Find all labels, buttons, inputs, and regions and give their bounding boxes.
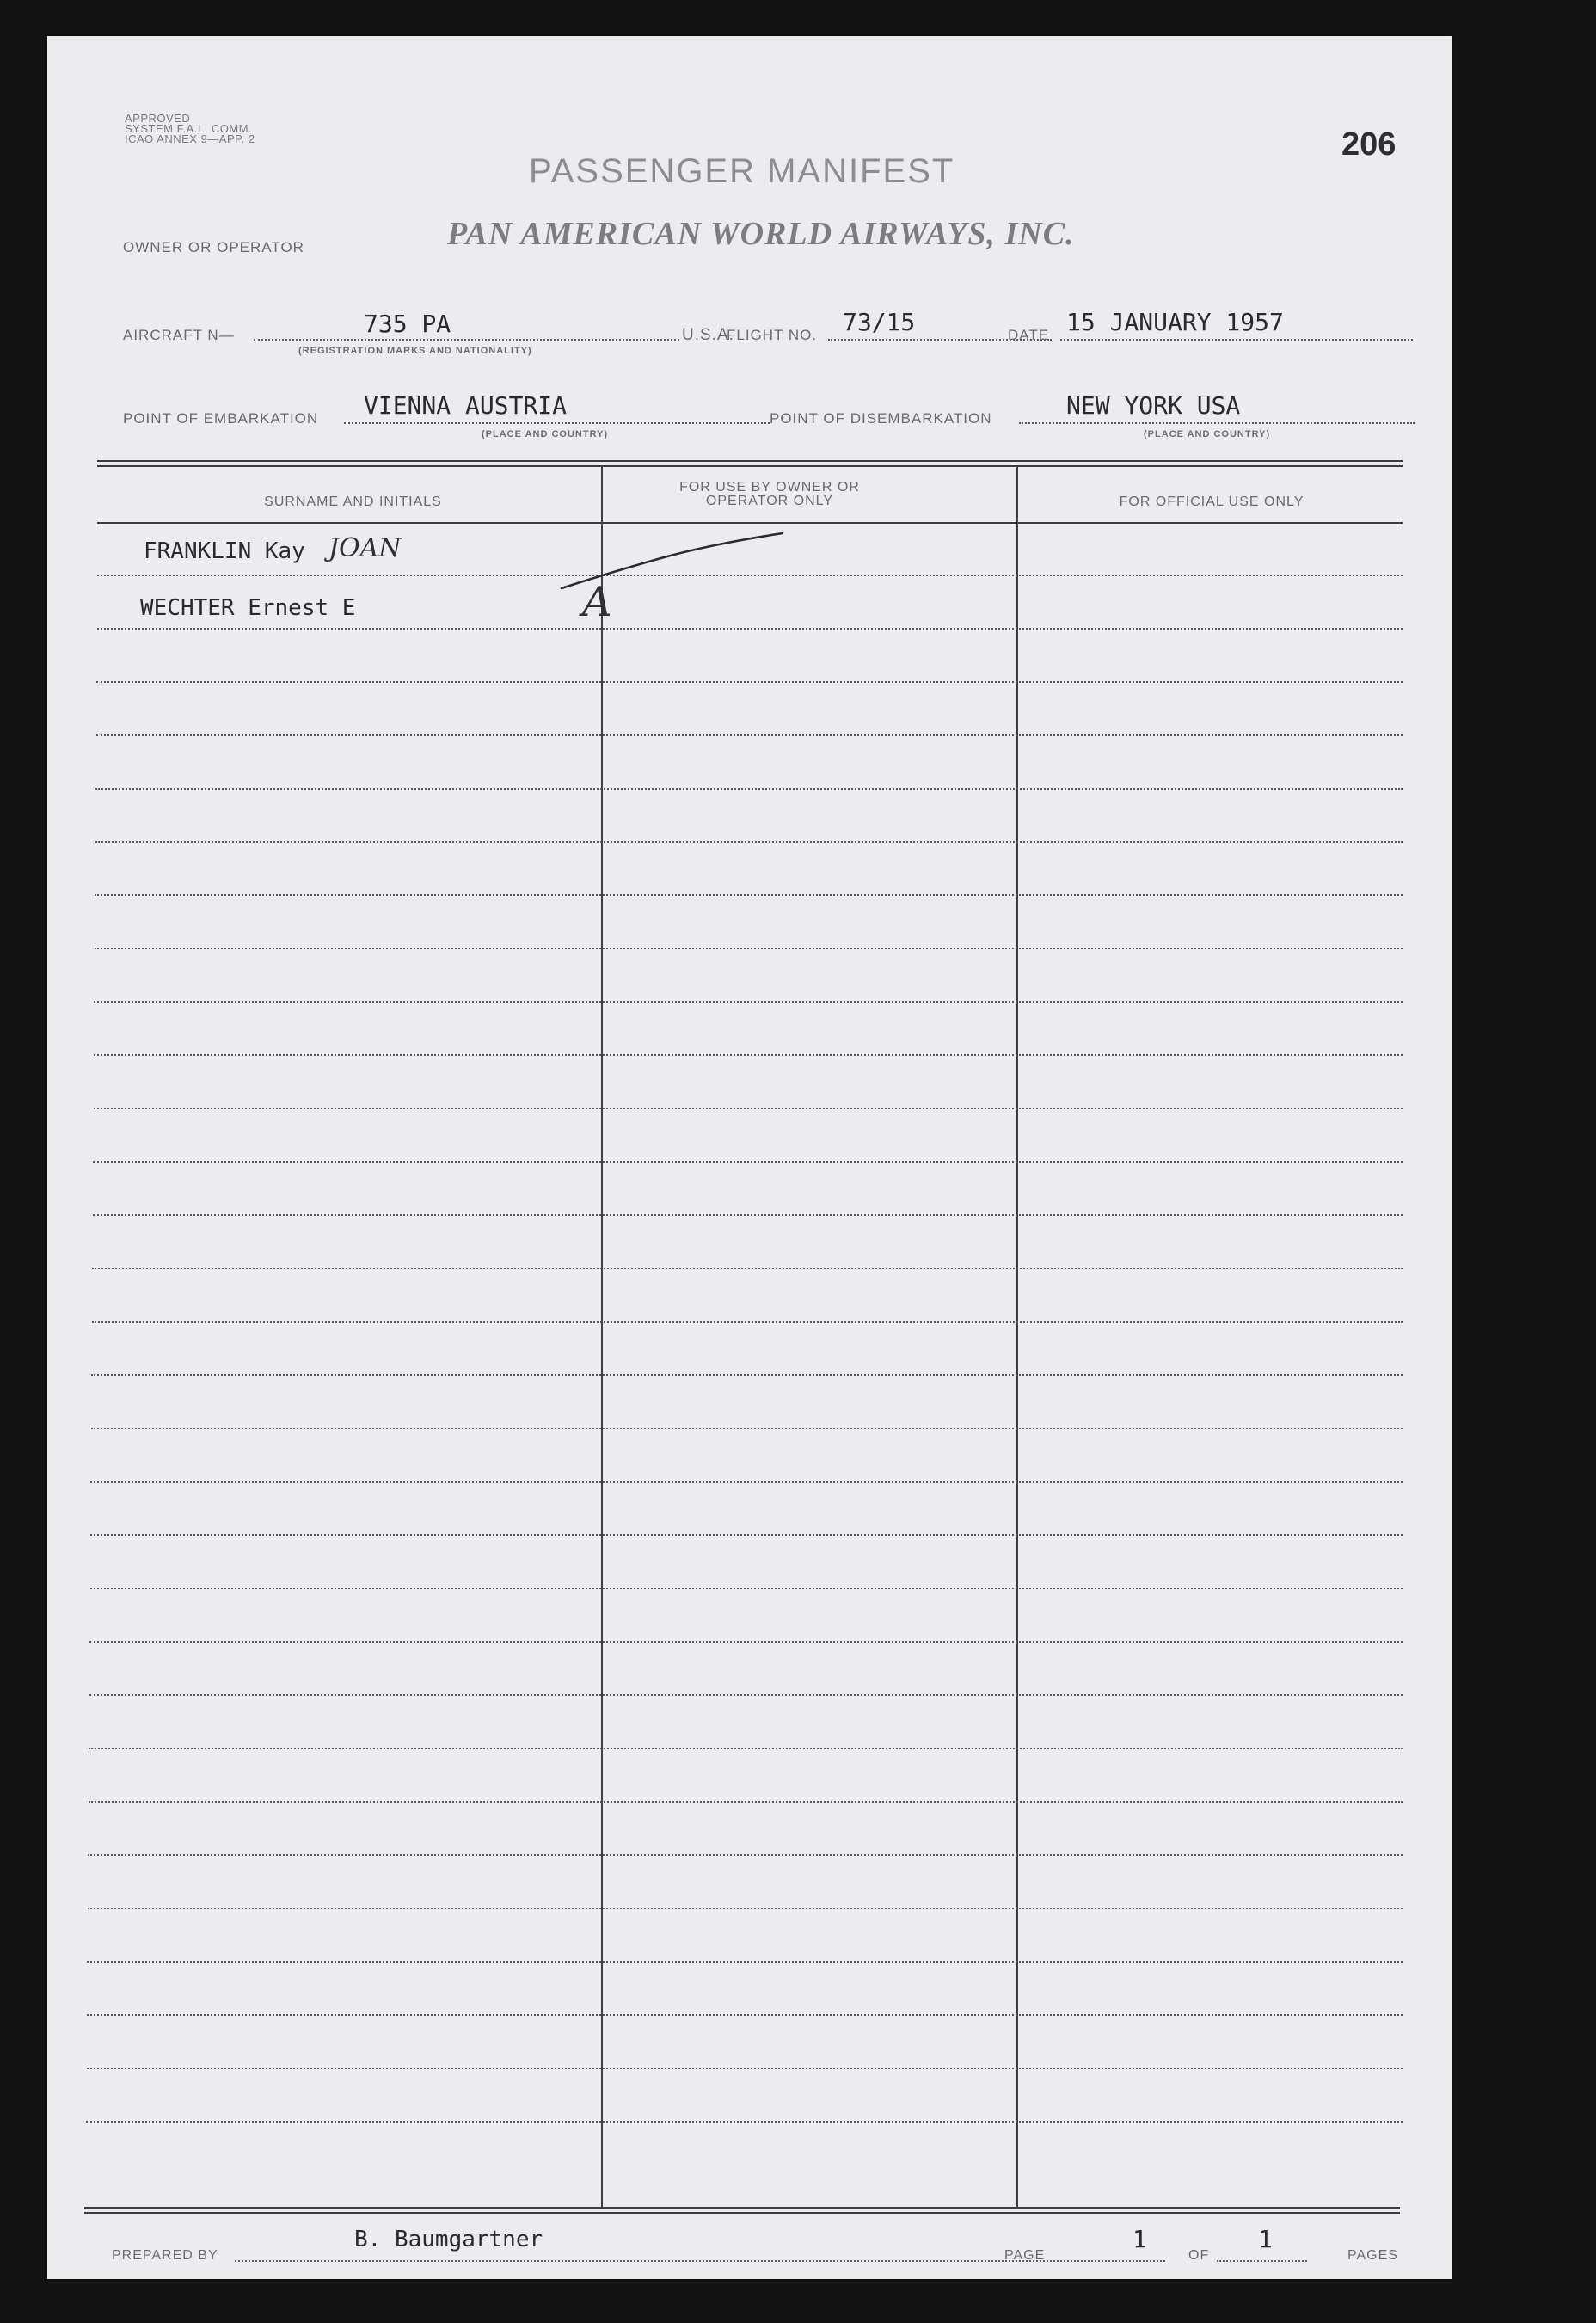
column-header-official: FOR OFFICIAL USE ONLY [1119, 495, 1304, 509]
row-rule [94, 1054, 1403, 1056]
row-rule [87, 1961, 1403, 1963]
aircraft-underline [254, 339, 679, 341]
disembarkation-note: (PLACE AND COUNTRY) [1144, 429, 1271, 439]
column-header-underline [97, 522, 1403, 524]
row-rule [94, 1108, 1403, 1109]
table-top-rule-2 [97, 465, 1403, 467]
row-rule [88, 1854, 1403, 1856]
embarkation-underline [344, 422, 770, 424]
aircraft-label: AIRCRAFT N— [123, 327, 235, 343]
row-rule [92, 1321, 1403, 1323]
row-rule [86, 2121, 1403, 2123]
owner-mark-2: A [582, 578, 612, 626]
row-rule [95, 948, 1403, 949]
row-rule [95, 841, 1403, 843]
row-rule [96, 734, 1403, 736]
table-bottom-rule-2 [84, 2212, 1400, 2214]
page-number: 206 [1341, 126, 1396, 163]
row-rule [90, 1481, 1403, 1483]
row-rule [88, 1908, 1403, 1909]
disembarkation-value: NEW YORK USA [1066, 391, 1241, 420]
row-rule [93, 1161, 1403, 1163]
aircraft-value: 735 PA [364, 310, 451, 338]
row-rule [96, 681, 1403, 683]
owner-label: OWNER OR OPERATOR [123, 239, 304, 255]
prepared-by-value: B. Baumgartner [354, 2227, 543, 2252]
form-title: PASSENGER MANIFEST [529, 152, 955, 190]
row-rule [91, 1428, 1403, 1429]
prepared-by-label: PREPARED BY [112, 2248, 218, 2263]
embarkation-label: POINT OF EMBARKATION [123, 410, 319, 427]
page-underline [1053, 2260, 1165, 2262]
disembarkation-label: POINT OF DISEMBARKATION [770, 410, 992, 427]
manifest-document [47, 36, 1452, 2279]
table-bottom-rule [84, 2207, 1400, 2209]
of-label: OF [1188, 2248, 1210, 2263]
column-divider-1 [601, 466, 603, 2208]
row-rule [90, 1534, 1403, 1536]
passenger-name-2: WECHTER Ernest E [140, 595, 356, 621]
row-rule [89, 1801, 1403, 1803]
row-rule [90, 1588, 1403, 1589]
pen-stroke [555, 526, 795, 595]
column-divider-2 [1016, 466, 1018, 2208]
table-top-rule [97, 460, 1403, 462]
embarkation-note: (PLACE AND COUNTRY) [482, 429, 609, 439]
operator-name: PAN AMERICAN WORLD AIRWAYS, INC. [447, 216, 1075, 252]
date-label: DATE [1008, 327, 1050, 343]
page-label: PAGE [1004, 2248, 1046, 2263]
passenger-name-1: FRANKLIN Kay [144, 538, 305, 564]
registration-note: (REGISTRATION MARKS AND NATIONALITY) [298, 346, 532, 356]
disembarkation-underline [1019, 422, 1415, 424]
row-rule [97, 628, 1403, 630]
of-value: 1 [1258, 2225, 1273, 2253]
page-value: 1 [1133, 2225, 1147, 2253]
prepared-by-underline [235, 2260, 1052, 2262]
flight-value: 73/15 [843, 308, 916, 336]
approval-stamp: APPROVED SYSTEM F.A.L. COMM. ICAO ANNEX 9—APP. 2 [125, 112, 255, 145]
embarkation-value: VIENNA AUSTRIA [364, 391, 568, 420]
row-rule [89, 1694, 1403, 1696]
row-rule [89, 1641, 1403, 1643]
row-rule [94, 1001, 1403, 1003]
row-rule [87, 2014, 1403, 2016]
flight-label: FLIGHT NO. [727, 327, 818, 343]
row-rule [91, 1374, 1403, 1376]
passenger-handwritten-1: JOAN [328, 533, 402, 563]
usa-label: U.S.A. [682, 326, 734, 344]
row-rule [89, 1748, 1403, 1749]
pages-label: PAGES [1347, 2248, 1398, 2263]
column-header-name: SURNAME AND INITIALS [264, 495, 442, 509]
date-underline [1060, 339, 1413, 341]
row-rule [95, 788, 1403, 790]
row-rule [95, 894, 1403, 896]
row-rule [92, 1268, 1403, 1269]
date-value: 15 JANUARY 1957 [1066, 308, 1284, 336]
row-rule [93, 1214, 1403, 1216]
column-header-owner: FOR USE BY OWNER OR OPERATOR ONLY [679, 480, 860, 508]
row-rule [87, 2068, 1403, 2069]
of-underline [1217, 2260, 1307, 2262]
